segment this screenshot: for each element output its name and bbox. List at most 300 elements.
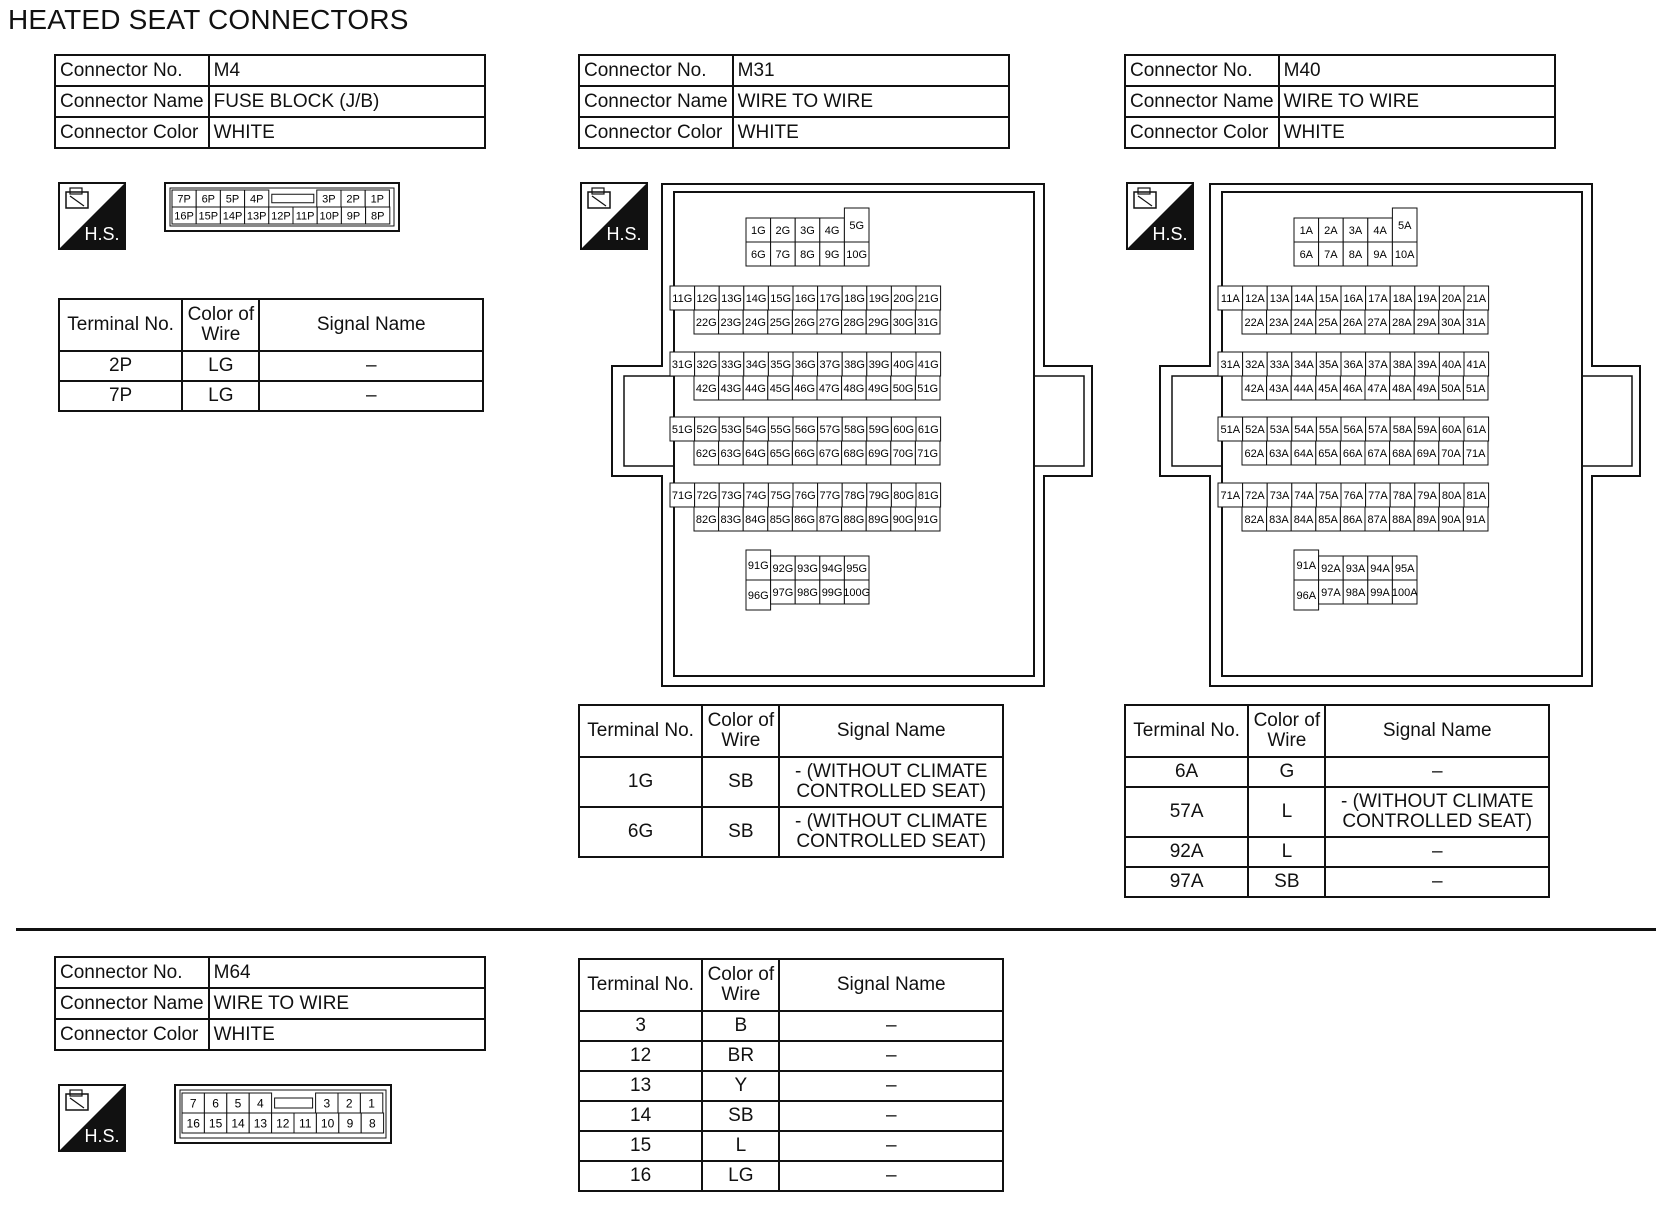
hs-label: H.S. [606, 224, 642, 244]
pin-label: 62A [1244, 447, 1265, 460]
pin-label: 63A [1269, 447, 1289, 460]
pin-label: 9G [824, 248, 840, 261]
pin-label: 69G [868, 447, 889, 460]
pin-label: 20A [1441, 292, 1462, 305]
pin-label: 49A [1416, 382, 1437, 395]
pin-label: 30G [892, 316, 914, 329]
label-connector-color: Connector Color [55, 1019, 209, 1050]
pin-label: 52A [1245, 423, 1265, 436]
section-divider [16, 928, 1656, 931]
pin-label: 2 [345, 1096, 353, 1111]
connector-name-value: WIRE TO WIRE [733, 86, 1009, 117]
pin-label: 30A [1441, 316, 1461, 329]
table-row: 14 SB – [579, 1101, 1003, 1131]
table-row: 13 Y – [579, 1071, 1003, 1101]
pin-label: 97A [1321, 586, 1341, 599]
pin-label: 56A [1343, 423, 1364, 436]
pin-label: 4A [1373, 224, 1387, 237]
pin-label: 44G [745, 382, 766, 395]
pin-label: 6A [1299, 248, 1314, 261]
pin-label: 88A [1392, 513, 1412, 526]
label-connector-name: Connector Name [579, 86, 733, 117]
pin-label: 10G [846, 248, 868, 261]
pin-label: 57G [819, 423, 841, 436]
pin-label: 93A [1345, 562, 1366, 575]
connector-color-value: WHITE [733, 117, 1009, 148]
pin-label: 31A [1220, 358, 1241, 371]
pin-label: 74A [1294, 489, 1314, 502]
pin-label: 84G [745, 513, 766, 526]
pin-label: 55A [1318, 423, 1339, 436]
pin-label: 14P [222, 210, 243, 223]
pin-label: 71A [1220, 489, 1241, 502]
pin-label: 16P [174, 210, 194, 223]
pin-label: 41G [917, 358, 939, 371]
pin-label: 75G [770, 489, 792, 502]
connector-no-value: M4 [209, 55, 485, 86]
pin-label: 41A [1466, 358, 1487, 371]
pin-label: 74G [745, 489, 767, 502]
lock-slot [275, 1098, 313, 1108]
pin-label: 79G [868, 489, 890, 502]
pin-label: 17A [1368, 292, 1388, 305]
pin-label: 69A [1416, 447, 1437, 460]
connector-no-value: M31 [733, 55, 1009, 86]
pin-label: 72A [1245, 489, 1265, 502]
pin-label: 2A [1324, 224, 1338, 237]
pin-label: 85G [769, 513, 791, 526]
header-color-of-wire: Color of Wire [702, 705, 779, 757]
pin-label: 23A [1269, 316, 1289, 329]
pin-label: 12A [1245, 292, 1265, 305]
pin-label: 3P [322, 193, 336, 206]
pin-label: 9 [346, 1116, 354, 1131]
pin-label: 31A [1465, 316, 1486, 329]
pin-label: 22G [695, 316, 717, 329]
pin-label: 28A [1392, 316, 1412, 329]
pin-label: 78G [844, 489, 865, 502]
pin-label: 31G [671, 358, 693, 371]
pin-label: 40A [1441, 358, 1462, 371]
pin-label: 42A [1244, 382, 1265, 395]
pin-label: 10 [320, 1116, 335, 1131]
pin-label: 28G [843, 316, 865, 329]
pin-label: 16 [186, 1116, 200, 1131]
pin-label: 91G [747, 559, 769, 572]
connector-face-m40 [1158, 182, 1642, 688]
pin-label: 89G [868, 513, 889, 526]
pin-label: 48G [843, 382, 865, 395]
pin-label: 12 [276, 1116, 290, 1131]
pin-label: 80A [1441, 489, 1462, 502]
hs-label: H.S. [84, 224, 120, 244]
pin-label: 16A [1343, 292, 1364, 305]
pin-label: 43G [720, 382, 742, 395]
pin-label: 64G [745, 447, 766, 460]
pin-label: 24A [1293, 316, 1314, 329]
pin-label: 1P [370, 193, 385, 206]
pin-label: 19A [1417, 292, 1437, 305]
pin-label: 98A [1345, 586, 1366, 599]
table-row: 97A SB – [1125, 867, 1549, 897]
label-connector-name: Connector Name [55, 988, 209, 1019]
pin-label: 13 [253, 1116, 268, 1131]
pin-label: 87G [818, 513, 840, 526]
pin-label: 95G [846, 562, 868, 575]
pin-label: 35A [1318, 358, 1339, 371]
header-signal-name: Signal Name [779, 959, 1003, 1011]
label-connector-color: Connector Color [55, 117, 209, 148]
pin-label: 1G [750, 224, 766, 237]
pin-label: 29G [868, 316, 889, 329]
pin-label: 46A [1342, 382, 1363, 395]
pin-label: 14A [1294, 292, 1314, 305]
pin-label: 21A [1466, 292, 1487, 305]
pin-label: 10A [1394, 248, 1415, 261]
pin-label: 14 [231, 1116, 245, 1131]
pin-label: 11P [295, 210, 315, 223]
header-color-of-wire: Color of Wire [182, 299, 259, 351]
pin-label: 63G [720, 447, 742, 460]
pin-label: 7G [775, 248, 791, 261]
pin-label: 17G [819, 292, 841, 305]
pin-label: 76G [794, 489, 816, 502]
connector-color-value: WHITE [1279, 117, 1555, 148]
connector-color-value: WHITE [209, 117, 485, 148]
pin-label: 2G [775, 224, 791, 237]
pin-label: 3A [1348, 224, 1363, 237]
pin-label: 3 [323, 1096, 331, 1111]
pin-label: 5A [1397, 219, 1412, 232]
pin-label: 11 [298, 1116, 312, 1131]
pin-label: 84A [1293, 513, 1314, 526]
pin-label: 73G [721, 489, 742, 502]
pin-label: 36G [794, 358, 816, 371]
pin-label: 68G [843, 447, 865, 460]
pin-label: 9A [1373, 248, 1387, 261]
pin-label: 65A [1318, 447, 1338, 460]
pin-label: 24G [745, 316, 766, 329]
table-row: 6G SB - (WITHOUT CLIMATE CONTROLLED SEAT) [579, 807, 1003, 857]
table-row: 57A L - (WITHOUT CLIMATE CONTROLLED SEAT) [1125, 787, 1549, 837]
pin-label: 51G [671, 423, 693, 436]
pin-label: 8P [370, 210, 385, 223]
pin-label: 53G [721, 423, 742, 436]
connector-no-value: M40 [1279, 55, 1555, 86]
pin-label: 91G [917, 513, 939, 526]
pin-label: 7 [189, 1096, 197, 1111]
pin-label: 12G [696, 292, 718, 305]
pin-label: 82A [1244, 513, 1265, 526]
hs-label: H.S. [84, 1126, 120, 1146]
pin-label: 78A [1392, 489, 1413, 502]
pin-label: 61G [917, 423, 939, 436]
pin-label: 12P [271, 210, 291, 223]
pin-label: 100A [1391, 586, 1418, 599]
pin-label: 5P [225, 193, 240, 206]
pin-label: 87A [1367, 513, 1388, 526]
pin-label: 61A [1466, 423, 1487, 436]
pin-label: 4P [249, 193, 264, 206]
pin-label: 15G [770, 292, 792, 305]
pin-label: 46G [794, 382, 816, 395]
table-row: 92A L – [1125, 837, 1549, 867]
connector-no-value: M64 [209, 957, 485, 988]
pin-label: 18G [844, 292, 865, 305]
pin-label: 96A [1296, 589, 1317, 602]
connector-face-m4 [164, 182, 400, 232]
label-connector-color: Connector Color [579, 117, 733, 148]
pin-label: 71A [1465, 447, 1486, 460]
pin-label: 22A [1244, 316, 1265, 329]
pin-label: 72G [696, 489, 718, 502]
pin-label: 7A [1324, 248, 1338, 261]
pin-label: 81A [1466, 489, 1487, 502]
pin-label: 64A [1293, 447, 1314, 460]
pin-label: 16G [794, 292, 816, 305]
pin-label: 4G [824, 224, 840, 237]
pin-label: 83G [720, 513, 742, 526]
pin-label: 38G [844, 358, 865, 371]
pin-label: 51A [1220, 423, 1241, 436]
pin-label: 39G [868, 358, 890, 371]
pin-label: 99G [821, 586, 843, 599]
pin-label: 75A [1318, 489, 1339, 502]
pin-label: 67G [818, 447, 840, 460]
table-row: 16 LG – [579, 1161, 1003, 1191]
pin-label: 6 [212, 1096, 219, 1111]
pin-label: 57A [1368, 423, 1388, 436]
pin-label: 27A [1367, 316, 1388, 329]
label-connector-no: Connector No. [1125, 55, 1279, 86]
pin-label: 25G [769, 316, 791, 329]
header-color-of-wire: Color of Wire [702, 959, 779, 1011]
terminal-table-m40 [1124, 704, 1550, 898]
table-row: 15 L – [579, 1131, 1003, 1161]
hs-label: H.S. [1152, 224, 1188, 244]
header-signal-name: Signal Name [1325, 705, 1549, 757]
pin-label: 6P [201, 193, 216, 206]
connector-name-value: WIRE TO WIRE [209, 988, 485, 1019]
pin-label: 40G [893, 358, 915, 371]
pin-label: 13G [721, 292, 742, 305]
pin-label: 45A [1318, 382, 1338, 395]
pin-label: 11G [672, 292, 693, 305]
pin-label: 9P [346, 210, 361, 223]
pin-label: 31G [917, 316, 939, 329]
pin-label: 70A [1441, 447, 1461, 460]
pin-label: 32A [1245, 358, 1265, 371]
pin-label: 50G [892, 382, 914, 395]
pin-label: 3G [800, 224, 815, 237]
header-signal-name: Signal Name [259, 299, 483, 351]
pin-label: 96G [747, 589, 769, 602]
pin-label: 91A [1465, 513, 1486, 526]
pin-label: 19G [868, 292, 890, 305]
pin-label: 33A [1269, 358, 1290, 371]
pin-label: 55G [770, 423, 792, 436]
pin-label: 86A [1342, 513, 1363, 526]
pin-label: 70G [892, 447, 914, 460]
terminal-table-m31 [578, 704, 1004, 858]
pin-label: 32G [696, 358, 718, 371]
pin-label: 21G [917, 292, 939, 305]
pin-label: 88G [843, 513, 865, 526]
label-connector-color: Connector Color [1125, 117, 1279, 148]
pin-label: 29A [1416, 316, 1437, 329]
pin-label: 48A [1392, 382, 1412, 395]
pin-label: 67A [1367, 447, 1388, 460]
pin-label: 8G [800, 248, 815, 261]
pin-label: 92G [772, 562, 794, 575]
pin-label: 26A [1342, 316, 1363, 329]
pin-label: 38A [1392, 358, 1413, 371]
pin-label: 20G [893, 292, 915, 305]
pin-label: 43A [1269, 382, 1289, 395]
pin-label: 34A [1294, 358, 1314, 371]
header-terminal-no: Terminal No. [579, 959, 702, 1011]
pin-label: 47G [818, 382, 840, 395]
header-color-of-wire: Color of Wire [1248, 705, 1325, 757]
pin-label: 54A [1294, 423, 1314, 436]
pin-label: 45G [769, 382, 791, 395]
header-terminal-no: Terminal No. [579, 705, 702, 757]
pin-label: 37G [819, 358, 841, 371]
label-connector-name: Connector Name [1125, 86, 1279, 117]
pin-label: 66G [794, 447, 816, 460]
pin-label: 68A [1392, 447, 1412, 460]
label-connector-name: Connector Name [55, 86, 209, 117]
hs-icon [58, 182, 126, 250]
pin-label: 42G [695, 382, 717, 395]
table-row: 7P LG – [59, 381, 483, 411]
pin-label: 65G [769, 447, 791, 460]
hs-icon [58, 1084, 126, 1152]
pin-label: 80G [893, 489, 915, 502]
pin-label: 49G [868, 382, 889, 395]
pin-label: 59G [868, 423, 890, 436]
pin-label: 8A [1348, 248, 1363, 261]
pin-label: 58A [1392, 423, 1413, 436]
header-terminal-no: Terminal No. [1125, 705, 1248, 757]
pin-label: 44A [1293, 382, 1314, 395]
pin-label: 15A [1318, 292, 1339, 305]
pin-label: 81G [917, 489, 939, 502]
table-row: 3 B – [579, 1011, 1003, 1041]
pin-label: 59A [1417, 423, 1437, 436]
pin-label: 71G [917, 447, 939, 460]
pin-label: 13P [246, 210, 267, 223]
pin-label: 92A [1321, 562, 1341, 575]
pin-label: 71G [671, 489, 693, 502]
pin-label: 1 [368, 1096, 375, 1111]
pin-label: 98G [797, 586, 818, 599]
pin-label: 90A [1441, 513, 1461, 526]
pin-label: 10P [319, 210, 340, 223]
pin-label: 85A [1318, 513, 1338, 526]
pin-label: 8 [369, 1116, 376, 1131]
connector-color-value: WHITE [209, 1019, 485, 1050]
pin-label: 5 [234, 1096, 242, 1111]
pin-label: 95A [1394, 562, 1415, 575]
pin-label: 66A [1342, 447, 1363, 460]
pin-label: 60G [893, 423, 915, 436]
pin-label: 51G [917, 382, 939, 395]
label-connector-no: Connector No. [55, 55, 209, 86]
pin-label: 14G [745, 292, 767, 305]
pin-label: 2P [346, 193, 360, 206]
pin-label: 39A [1417, 358, 1437, 371]
pin-label: 83A [1269, 513, 1289, 526]
pin-label: 50A [1441, 382, 1461, 395]
table-row: 2P LG – [59, 351, 483, 381]
connector-info-m4 [54, 54, 486, 149]
pin-label: 97G [772, 586, 794, 599]
pin-label: 60A [1441, 423, 1462, 436]
pin-label: 99A [1370, 586, 1390, 599]
pin-label: 37A [1368, 358, 1388, 371]
pin-label: 33G [721, 358, 742, 371]
terminal-table-m4 [58, 298, 484, 412]
pin-label: 35G [770, 358, 792, 371]
pin-label: 58G [844, 423, 865, 436]
connector-face-m31 [610, 182, 1094, 688]
pin-label: 15P [198, 210, 219, 223]
pin-label: 79A [1417, 489, 1437, 502]
pin-label: 62G [695, 447, 717, 460]
pin-label: 90G [892, 513, 914, 526]
pin-label: 11A [1220, 292, 1240, 305]
pin-label: 47A [1367, 382, 1388, 395]
pin-label: 91A [1296, 559, 1317, 572]
pin-label: 7P [177, 193, 191, 206]
pin-label: 6G [750, 248, 766, 261]
pin-label: 77G [819, 489, 841, 502]
pin-label: 5G [849, 219, 865, 232]
connector-name-value: WIRE TO WIRE [1279, 86, 1555, 117]
pin-label: 36A [1343, 358, 1364, 371]
pin-label: 56G [794, 423, 816, 436]
pin-label: 53A [1269, 423, 1290, 436]
pin-label: 52G [696, 423, 718, 436]
table-row: 6A G – [1125, 757, 1549, 787]
pin-label: 93G [797, 562, 818, 575]
table-row: 12 BR – [579, 1041, 1003, 1071]
header-signal-name: Signal Name [779, 705, 1003, 757]
pin-label: 89A [1416, 513, 1437, 526]
pin-label: 82G [695, 513, 717, 526]
pin-label: 73A [1269, 489, 1290, 502]
pin-label: 15 [208, 1116, 223, 1131]
connector-face-m64 [174, 1084, 392, 1144]
connector-name-value: FUSE BLOCK (J/B) [209, 86, 485, 117]
pin-label: 54G [745, 423, 767, 436]
pin-label: 13A [1269, 292, 1290, 305]
connector-info-m40 [1124, 54, 1556, 149]
pin-label: 76A [1343, 489, 1364, 502]
label-connector-no: Connector No. [579, 55, 733, 86]
pin-label: 94A [1370, 562, 1390, 575]
table-row: 1G SB - (WITHOUT CLIMATE CONTROLLED SEAT) [579, 757, 1003, 807]
pin-label: 34G [745, 358, 767, 371]
page-title: HEATED SEAT CONNECTORS [8, 4, 409, 35]
pin-label: 100G [843, 586, 871, 599]
terminal-table-m64 [578, 958, 1004, 1192]
pin-label: 23G [720, 316, 742, 329]
lock-slot [272, 194, 314, 203]
pin-label: 25A [1318, 316, 1338, 329]
pin-label: 86G [794, 513, 816, 526]
